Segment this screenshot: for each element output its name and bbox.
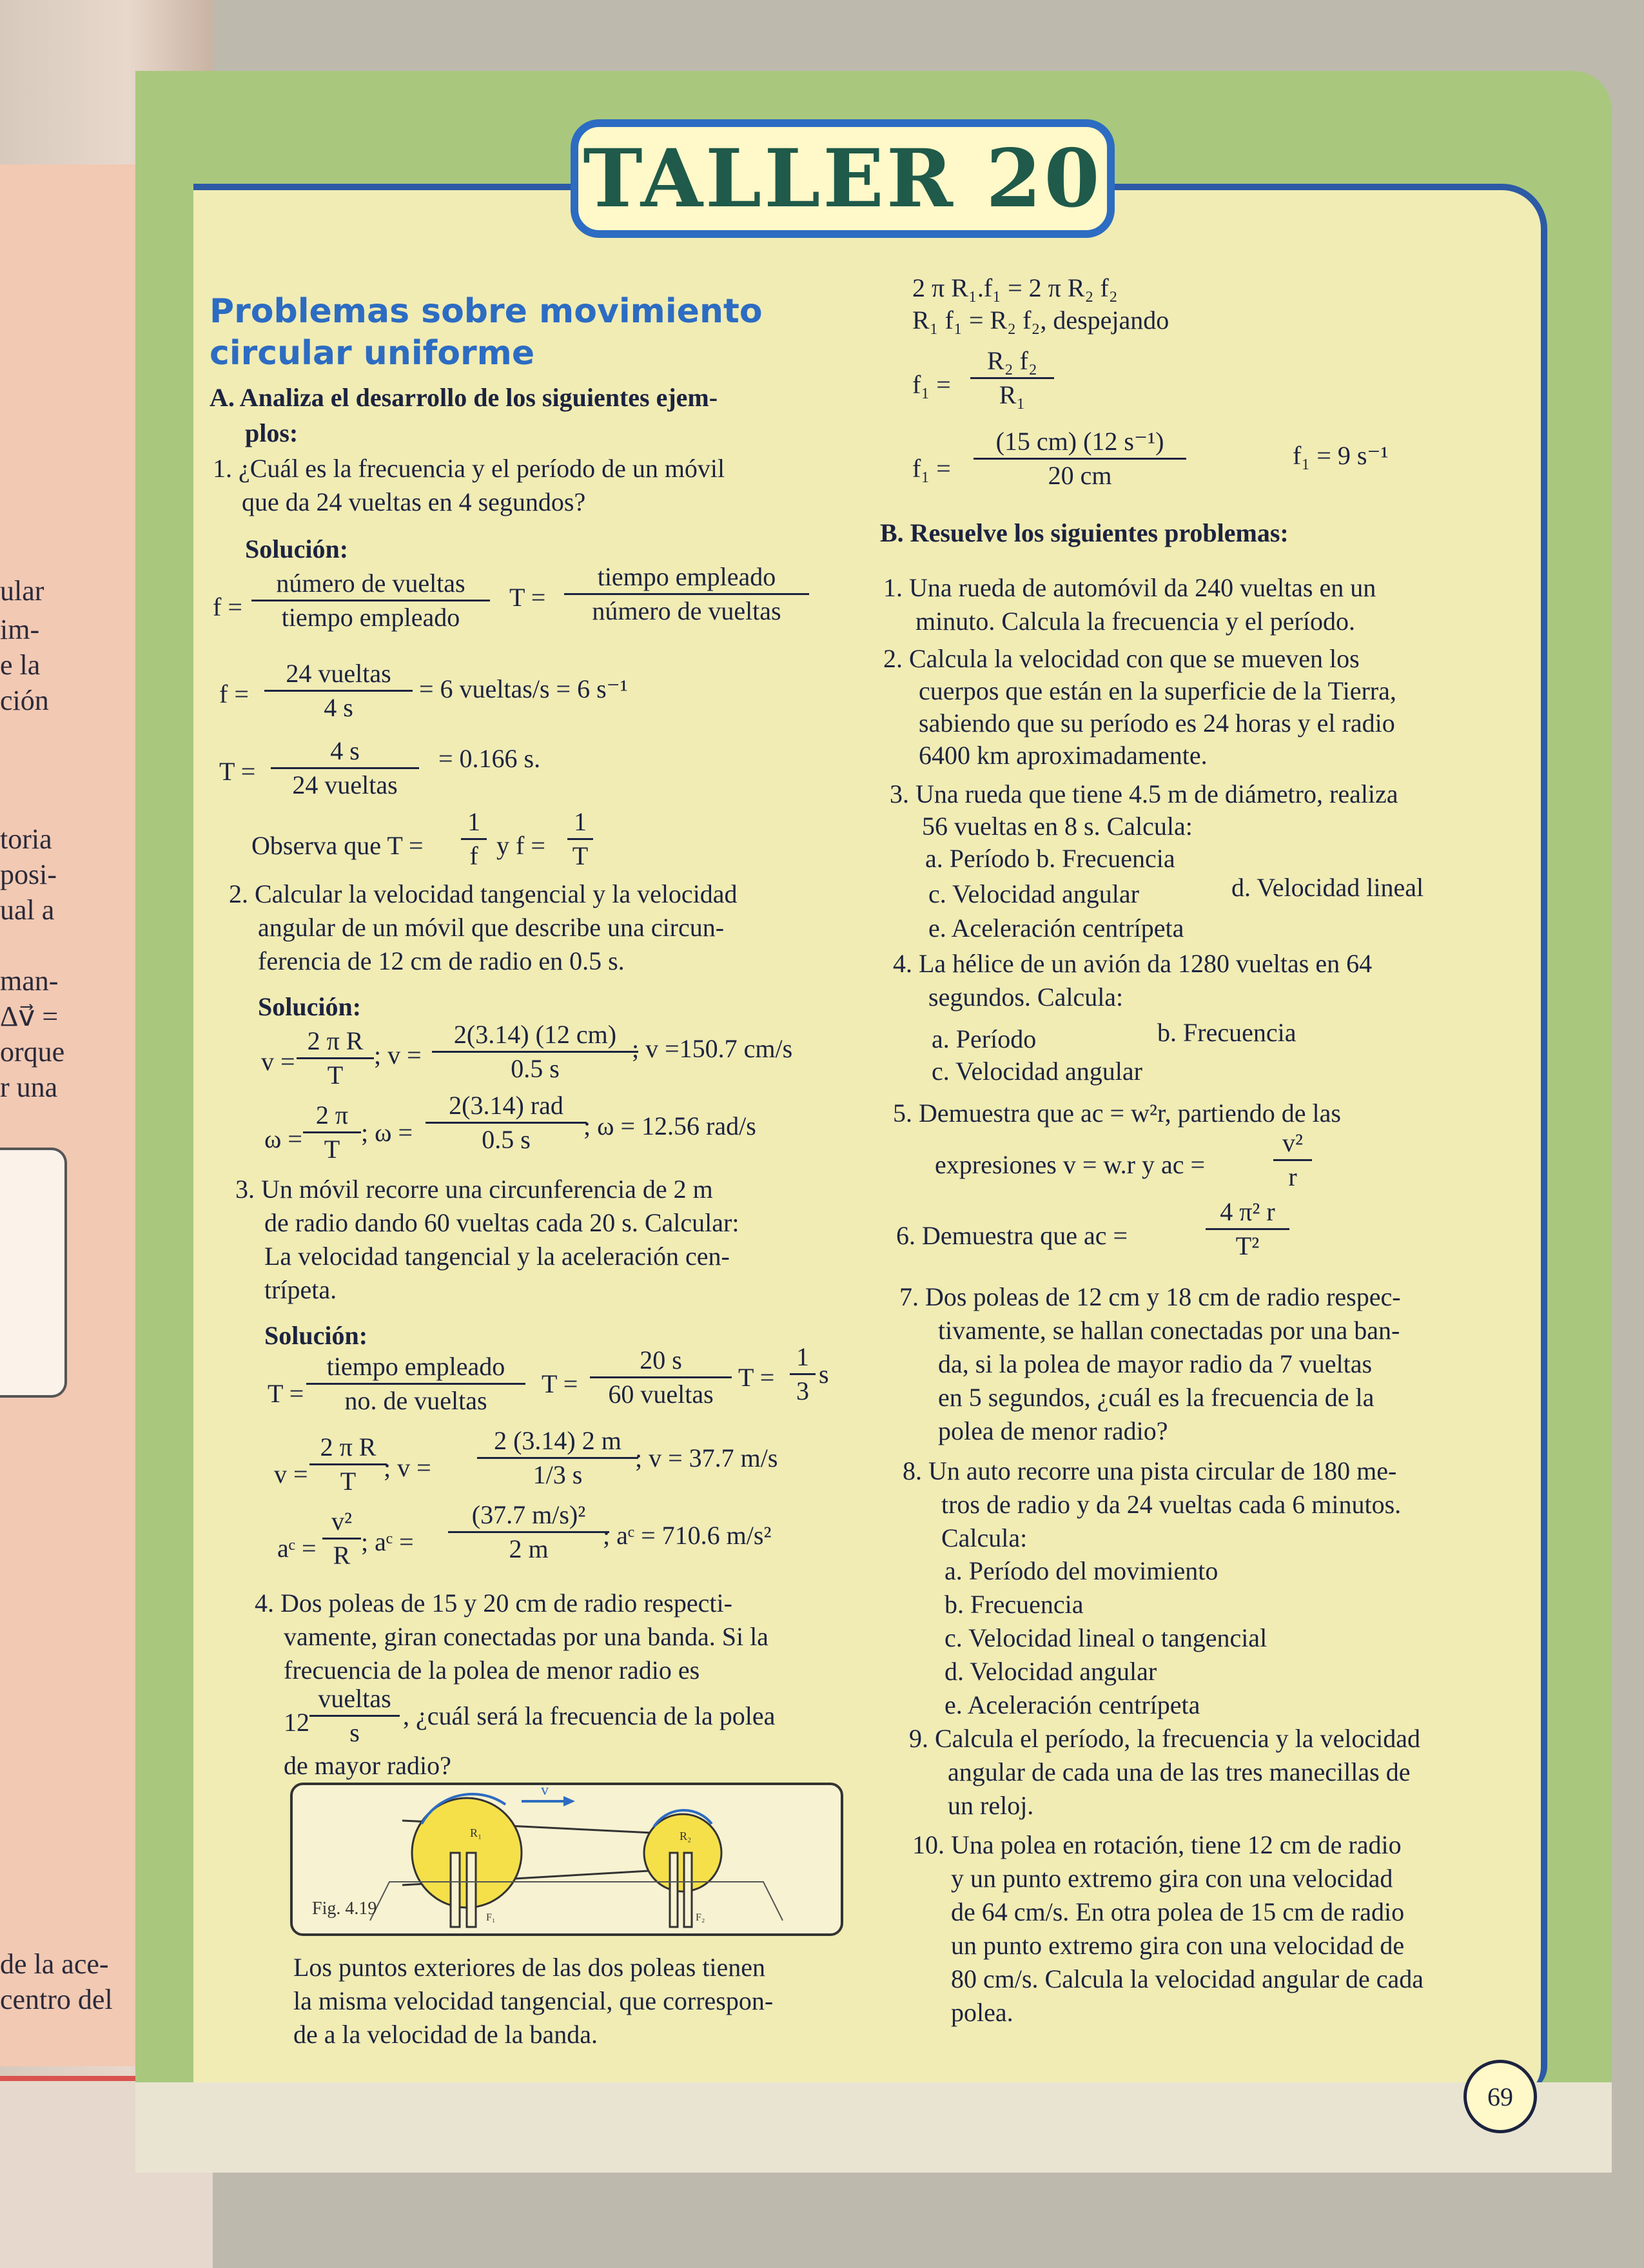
example-3-text: trípeta. [264,1275,337,1304]
problem-8: 8. Un auto recorre una pista circular de 180 me- [903,1456,1397,1485]
problem-7: da, si la polea de mayor radio da 7 vueltas [938,1349,1373,1378]
problem-8-item: e. Aceleración centrípeta [944,1690,1200,1719]
example-4-text: , ¿cuál será la frecuencia de la polea [403,1701,776,1730]
problem-7: polea de menor radio? [938,1416,1168,1445]
example-2-text: 2. Calcular la velocidad tangencial y la velocidad [229,879,738,908]
problem-3-item: e. Aceleración centrípeta [928,914,1184,943]
formula-label: ω = [264,1124,302,1153]
formula-label: T = [268,1379,304,1408]
left-fragment: e la [0,649,41,681]
formula-label: ; aᶜ = [361,1527,414,1556]
fraction: $\frac{\text{4 π² r}}{\text{T²}}$ [1206,1196,1289,1262]
section-heading: circular uniforme [210,334,535,373]
example-4-text: 4. Dos poleas de 15 y 20 cm de radio respecti- [255,1589,732,1618]
fraction: $\frac{1}{f}$ [461,806,487,872]
formula-label: T = [738,1363,775,1392]
left-fragment: posi- [0,859,57,890]
unit: s [819,1360,829,1389]
problem-8: Calcula: [941,1523,1028,1552]
left-page-box [0,1148,67,1398]
title-banner [571,119,1115,238]
fraction: $\frac{2 \pi}{T}$ [303,1099,361,1166]
example-3-text: 3. Un móvil recorre una circunferencia de 2 m [235,1175,713,1204]
example-4-text: de mayor radio? [284,1751,451,1780]
problem-2: sabiendo que su período es 24 horas y el radio [919,709,1395,738]
figure-note: la misma velocidad tangencial, que correspon- [293,1986,774,2015]
formula-label: T = [219,757,256,786]
fraction: $\frac{\text{(15 cm) (12 s⁻¹)}}{20 cm}$ [974,425,1186,492]
formula-label: v = [274,1460,308,1489]
problem-9: 9. Calcula el período, la frecuencia y la velocidad [909,1724,1420,1753]
left-fragment: orque [0,1036,65,1068]
problem-9: un reloj. [948,1791,1034,1820]
fraction: 4 s 24 vueltas [271,735,419,801]
formula-label: T = [542,1369,578,1398]
example-1-text: 1. ¿Cuál es la frecuencia y el período de un móvil [213,454,725,483]
solution-label: Solución: [245,534,349,563]
fraction: número de vueltas tiempo empleado [251,567,490,634]
formula-result: ; v =150.7 cm/s [632,1034,793,1063]
f2-label: F₂ [696,1912,705,1923]
formula-label: ; ω = [361,1118,413,1147]
problem-3: 56 vueltas en 8 s. Calcula: [922,812,1193,841]
example-1-text: que da 24 vueltas en 4 segundos? [242,487,586,516]
left-fragment: de la ace- [0,1948,109,1980]
problem-6: 6. Demuestra que ac = [896,1221,1128,1250]
example-4-text: frecuencia de la polea de menor radio es [284,1656,700,1685]
problem-2: 2. Calcula la velocidad con que se mueven los [883,644,1360,673]
problem-5: 5. Demuestra que ac = w²r, partiendo de las [893,1099,1341,1128]
problem-8-item: b. Frecuencia [944,1590,1084,1619]
formula-label: aᶜ = [277,1534,317,1563]
figure-note: de a la velocidad de la banda. [293,2020,598,2049]
page-number-text: 69 [1487,2082,1513,2111]
example-4-text: 12 [284,1708,309,1737]
fraction: $\frac{\text{(37.7 m/s)²}}{2 m}$ [448,1499,609,1565]
radius-2-label: R₂ [680,1830,692,1843]
formula-label: v = [261,1047,295,1076]
formula-label: ; v = [374,1041,422,1070]
left-fragment: Δv⃗ = [0,1001,59,1032]
fraction: 24 vueltas 4 s [264,658,413,724]
fraction: $\frac{\text{2 π R}}{T}$ [297,1025,374,1091]
problem-10: 80 cm/s. Calcula la velocidad angular de cada [951,1964,1424,1993]
fraction: 20 s 60 vueltas [590,1344,732,1411]
observation: y f = [496,831,545,860]
problem-5: expresiones v = w.r y ac = [935,1150,1206,1179]
formula-result: = 6 vueltas/s = 6 s⁻¹ [419,674,628,703]
observation: Observa que T = [251,831,424,860]
example-2-text: angular de un móvil que describe una circun- [258,913,725,942]
section-a-title: A. Analiza el desarrollo de los siguientes ejem- [210,383,718,412]
problem-2: 6400 km aproximadamente. [919,741,1208,770]
example-2-text: ferencia de 12 cm de radio en 0.5 s. [258,946,625,975]
left-fragment: centro del [0,1984,113,2015]
formula-label: f = [219,679,249,709]
left-fragment: ular [0,575,44,607]
radius-1-label: R₁ [470,1826,482,1839]
figure-note: Los puntos exteriores de las dos poleas tienen [293,1953,766,1982]
problem-8-item: d. Velocidad angular [944,1657,1157,1686]
section-heading: Problemas sobre movimiento [210,292,763,331]
problem-1: 1. Una rueda de automóvil da 240 vueltas en un [883,573,1376,602]
problem-3-item: c. Velocidad angular [928,879,1139,908]
fraction: $\frac{2 (3.14) 2 m}{1/3 s}$ [477,1425,638,1491]
problem-9: angular de cada una de las tres manecillas de [948,1757,1411,1786]
formula-result: = 0.166 s. [438,744,541,773]
left-fragment: toria [0,823,52,855]
section-a-title: plos: [245,418,298,447]
problem-3: 3. Una rueda que tiene 4.5 m de diámetro, realiza [890,779,1398,808]
problem-10: un punto extremo gira con una velocidad de [951,1931,1405,1960]
solution-label: Solución: [258,992,362,1021]
left-fragment: ual a [0,894,55,926]
problem-10: y un punto extremo gira con una velocidad [951,1864,1393,1893]
example-4-text: vamente, giran conectadas por una banda. Si la [284,1622,768,1651]
problem-2: cuerpos que están en la superficie de la Tierra, [919,676,1396,705]
formula-result: f₁ = 9 s⁻¹ [1293,441,1389,470]
fraction: $\frac{\text{2 π R}}{T}$ [309,1431,387,1498]
f1-label: F₁ [486,1912,496,1923]
left-fragment: r una [0,1071,58,1103]
page-bottom-strip [135,2082,1612,2173]
equation-line: 2 π R₁.f₁ = 2 π R₂ f₂ [912,273,1118,302]
problem-8-item: c. Velocidad lineal o tangencial [944,1623,1267,1652]
example-3-text: de radio dando 60 vueltas cada 20 s. Calcular: [264,1208,739,1237]
example-3-text: La velocidad tangencial y la aceleración cen- [264,1242,730,1271]
fraction: $\frac{1}{T}$ [567,806,593,872]
formula-label: f₁ = [912,454,951,483]
fraction: $\frac{\text{v²}}{R}$ [322,1505,361,1572]
fraction: tiempo empleado no. de vueltas [306,1351,525,1417]
problem-4: segundos. Calcula: [928,982,1124,1012]
problem-3-item: d. Velocidad lineal [1231,873,1424,902]
left-fragment: im- [0,614,40,645]
problem-8: tros de radio y da 24 vueltas cada 6 minutos. [941,1490,1402,1519]
formula-label: f = [213,592,242,621]
page-number [1463,2060,1537,2133]
fraction: tiempo empleado número de vueltas [564,561,809,627]
solution-label: Solución: [264,1321,368,1350]
fraction: 2(3.14) rad 0.5 s [426,1090,587,1156]
page-title: TALLER 20 [583,132,1102,226]
problem-8-item: a. Período del movimiento [944,1556,1218,1585]
formula-label: T = [509,583,546,612]
formula-result: ; v = 37.7 m/s [635,1443,778,1472]
problem-4: 4. La hélice de un avión da 1280 vueltas en 64 [893,949,1373,978]
problem-4-item: a. Período [932,1024,1037,1053]
fraction: $\frac{\text{v²}}{r}$ [1273,1127,1312,1193]
section-b-title: B. Resuelve los siguientes problemas: [880,518,1289,547]
fraction: $\frac{2(3.14) (12 cm)}{0.5 s}$ [432,1019,638,1085]
formula-label: f₁ = [912,370,951,399]
formula-result: ; ω = 12.56 rad/s [583,1111,756,1140]
fraction: $\frac{1}{3}$ [790,1341,816,1407]
figure-caption: Fig. 4.19 [312,1899,377,1919]
problem-4-item: c. Velocidad angular [932,1057,1142,1086]
fraction: $\frac{\text{R₂ f₂}}{\text{R₁}}$ [970,345,1054,411]
formula-result: ; aᶜ = 710.6 m/s² [603,1521,772,1550]
pulley-diagram [293,1785,841,1933]
equation-line: R₁ f₁ = R₂ f₂, despejando [912,306,1169,335]
problem-10: polea. [951,1998,1013,2027]
problem-1: minuto. Calcula la frecuencia y el período. [915,607,1355,636]
problem-7: en 5 segundos, ¿cuál es la frecuencia de la [938,1383,1375,1412]
problem-7: tivamente, se hallan conectadas por una ban- [938,1316,1400,1345]
left-fragment: man- [0,965,59,997]
problem-3-item: a. Período b. Frecuencia [925,844,1175,873]
problem-4-item: b. Frecuencia [1157,1018,1297,1047]
fraction: vueltas s [309,1683,400,1749]
problem-7: 7. Dos poleas de 12 cm y 18 cm de radio respec- [899,1282,1401,1311]
pulley-figure [290,1783,843,1936]
problem-10: de 64 cm/s. En otra polea de 15 cm de radio [951,1897,1405,1926]
left-fragment: ción [0,685,49,716]
problem-10: 10. Una polea en rotación, tiene 12 cm de radio [912,1830,1402,1859]
velocity-label: v [541,1785,549,1799]
formula-label: ; v = [384,1453,431,1482]
